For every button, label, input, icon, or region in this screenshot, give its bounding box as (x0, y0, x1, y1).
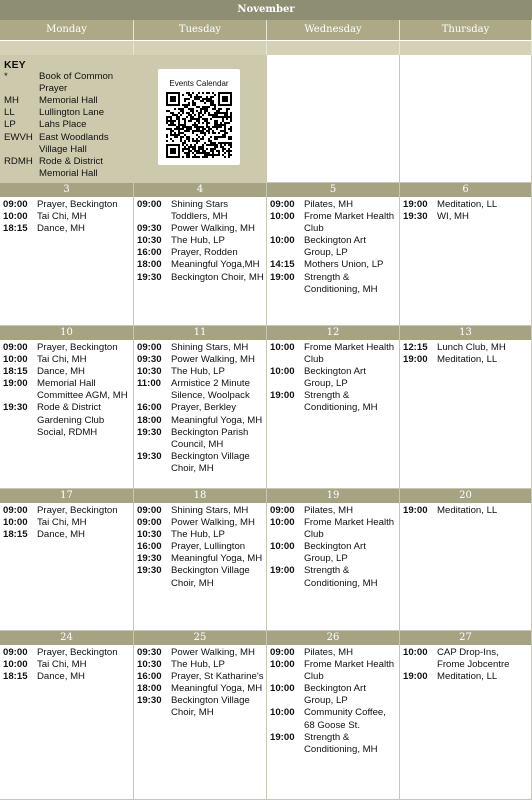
event-name: Prayer, Beckington (37, 647, 118, 658)
event-time: 09:00 (3, 199, 28, 210)
qr-cell (134, 55, 267, 183)
event-item (137, 683, 264, 695)
event-name: Community Coffee, 68 Goose St. (304, 707, 386, 731)
event-time: 19:00 (403, 505, 428, 516)
event-name: Meaningful Yoga, MH (171, 553, 263, 565)
date-number: 11 (134, 326, 266, 340)
event-time: 10:00 (3, 517, 28, 529)
event-name: Strength & Conditioning, MH (304, 390, 378, 414)
event-time: 09:00 (137, 199, 162, 210)
event-item (403, 505, 529, 517)
date-number: 13 (400, 326, 531, 340)
event-list (270, 199, 397, 296)
event-item (137, 505, 264, 517)
event-name: Prayer, Beckington (37, 342, 118, 353)
event-name: Beckington Art Group, LP (304, 366, 366, 390)
event-time: 09:00 (137, 517, 162, 529)
event-time: 19:30 (137, 553, 162, 565)
date-number: 17 (0, 489, 133, 503)
event-name: Beckington Art Group, LP (304, 541, 366, 565)
event-name: Prayer, Berkley (171, 402, 237, 414)
date-number: 3 (0, 183, 133, 197)
day-header-monday: Monday (0, 20, 134, 40)
event-item (137, 541, 264, 553)
event-item (270, 565, 397, 589)
event-list (403, 647, 529, 683)
event-item (270, 211, 397, 235)
event-name: Memorial Hall Committee AGM, MH (37, 378, 128, 402)
day-cell-wednesday (267, 326, 400, 489)
day-cell-wednesday (267, 631, 400, 800)
event-time: 19:00 (403, 354, 428, 366)
event-time: 10:00 (3, 659, 28, 671)
header-spacer (267, 41, 400, 55)
event-name: Beckington Village Choir, MH (171, 450, 250, 474)
event-name: Prayer, Lullington (171, 541, 246, 553)
event-time: 10:00 (270, 235, 295, 247)
event-name: Dance, MH (37, 529, 85, 541)
date-number: 12 (267, 326, 399, 340)
event-name: Meditation, LL (437, 671, 498, 683)
event-item (137, 671, 264, 683)
event-time: 10:00 (3, 211, 28, 223)
event-item (3, 354, 131, 366)
event-time: 10:00 (270, 211, 295, 223)
key-abbr: * (4, 71, 8, 83)
event-item (137, 647, 264, 659)
day-cell-tuesday (134, 183, 267, 326)
empty-cell (400, 55, 532, 183)
event-name: Armistice 2 Minute Silence, Woolpack (171, 378, 250, 402)
event-time: 09:00 (3, 647, 28, 658)
qr-label: Events Calendar (169, 79, 229, 88)
event-item (270, 683, 397, 707)
event-name: The Hub, LP (171, 529, 225, 541)
event-item (137, 402, 264, 414)
event-name: Meaningful Yoga,MH (171, 259, 260, 271)
event-time: 19:30 (137, 426, 162, 438)
event-name: Power Walking, MH (171, 223, 255, 235)
day-cell-monday (0, 183, 134, 326)
event-item (403, 199, 529, 211)
event-time: 18:15 (3, 366, 28, 378)
event-list (403, 505, 529, 517)
event-item (403, 647, 529, 671)
event-list (3, 199, 131, 235)
event-item (137, 427, 264, 451)
event-name: The Hub, LP (171, 659, 225, 671)
event-time: 18:00 (137, 414, 162, 426)
event-item (137, 199, 264, 223)
key-desc: Rode & District Memorial Hall (39, 155, 103, 179)
event-name: Meaningful Yoga, MH (171, 414, 263, 426)
month-title: November (0, 0, 532, 20)
event-item (3, 223, 131, 235)
empty-cell (267, 55, 400, 183)
event-time: 19:00 (270, 731, 295, 743)
date-number: 27 (400, 631, 531, 645)
event-time: 11:00 (137, 378, 162, 390)
event-name: Shining Stars, MH (171, 342, 249, 353)
key-desc: Lahs Place (39, 119, 87, 131)
event-name: Beckington Choir, MH (171, 271, 264, 283)
day-cell-monday (0, 489, 134, 631)
event-name: Beckington Parish Council, MH (171, 426, 249, 450)
day-header-thursday: Thursday (400, 20, 532, 40)
event-time: 10:00 (270, 541, 295, 553)
event-item (270, 235, 397, 259)
event-name: Mothers Union, LP (304, 259, 384, 271)
event-item (3, 366, 131, 378)
event-item (137, 354, 264, 366)
event-name: Beckington Village Choir, MH (171, 565, 250, 589)
event-time: 19:00 (403, 671, 428, 683)
event-time: 18:00 (137, 259, 162, 271)
event-name: CAP Drop-Ins, Frome Jobcentre (437, 647, 510, 671)
event-time: 19:00 (270, 390, 295, 402)
event-item (403, 342, 529, 354)
event-name: Beckington Village Choir, MH (171, 695, 250, 719)
event-name: Meditation, LL (437, 505, 498, 516)
event-time: 16:00 (137, 541, 162, 553)
event-time: 16:00 (137, 247, 162, 259)
event-item (137, 235, 264, 247)
event-item (3, 211, 131, 223)
event-item (137, 342, 264, 354)
day-cell-thursday (400, 631, 532, 800)
event-name: Shining Stars Toddlers, MH (171, 199, 229, 223)
event-item (137, 553, 264, 565)
key-desc: Lullington Lane (39, 107, 105, 119)
event-time: 10:00 (270, 517, 295, 529)
date-number: 19 (267, 489, 399, 503)
event-item (137, 565, 264, 589)
event-name: Lunch Club, MH (437, 342, 506, 353)
event-item (137, 529, 264, 541)
event-time: 09:00 (270, 199, 295, 210)
event-list (3, 647, 131, 683)
key-abbr: EWVH (4, 131, 33, 143)
event-time: 10:00 (270, 707, 295, 719)
qr-code-icon[interactable] (166, 92, 232, 158)
key-desc: Memorial Hall (39, 95, 98, 107)
event-time: 19:00 (270, 271, 295, 283)
event-name: The Hub, LP (171, 366, 225, 378)
event-time: 19:30 (3, 402, 28, 414)
event-item (3, 199, 131, 211)
event-time: 14:15 (270, 259, 295, 271)
event-list (3, 342, 131, 439)
event-item (3, 505, 131, 517)
event-time: 19:00 (3, 378, 28, 390)
event-item (3, 342, 131, 354)
event-time: 09:00 (3, 505, 28, 516)
event-item (403, 354, 529, 366)
date-number: 24 (0, 631, 133, 645)
event-name: Meditation, LL (437, 199, 498, 210)
event-name: Strength & Conditioning, MH (304, 271, 378, 295)
event-item (270, 272, 397, 296)
event-name: Meditation, LL (437, 354, 498, 366)
event-item (3, 378, 131, 402)
event-name: Strength & Conditioning, MH (304, 731, 378, 755)
event-time: 09:30 (137, 223, 162, 235)
event-time: 16:00 (137, 402, 162, 414)
event-list (403, 199, 529, 223)
event-time: 10:00 (270, 342, 295, 353)
event-name: Frome Market Health Club (304, 342, 395, 366)
event-name: Tai Chi, MH (37, 211, 87, 223)
event-item (270, 366, 397, 390)
event-item (137, 659, 264, 671)
event-item (3, 647, 131, 659)
key-desc: Book of Common Prayer (39, 71, 114, 95)
key-legend (4, 59, 129, 180)
event-list (137, 342, 264, 475)
event-time: 10:00 (3, 354, 28, 366)
header-spacer (0, 41, 134, 55)
event-time: 19:30 (403, 211, 428, 223)
event-time: 19:00 (403, 199, 428, 210)
header-spacer (400, 41, 532, 55)
event-time: 19:00 (270, 565, 295, 577)
event-time: 18:15 (3, 529, 28, 541)
event-name: The Hub, LP (171, 235, 225, 247)
event-time: 10:00 (270, 659, 295, 671)
event-item (137, 366, 264, 378)
event-name: Dance, MH (37, 671, 85, 683)
event-name: Frome Market Health Club (304, 517, 395, 541)
event-list (3, 505, 131, 541)
event-name: Pilates, MH (304, 647, 354, 658)
event-name: Power Walking, MH (171, 354, 255, 366)
event-time: 09:00 (270, 647, 295, 658)
event-name: Rode & District Gardening Club Social, RDMH (37, 402, 105, 438)
event-item (137, 247, 264, 259)
event-time: 18:15 (3, 671, 28, 683)
date-number: 5 (267, 183, 399, 197)
event-item (3, 671, 131, 683)
event-time: 10:00 (270, 366, 295, 378)
event-name: Pilates, MH (304, 199, 354, 210)
event-item (270, 647, 397, 659)
event-name: Strength & Conditioning, MH (304, 565, 378, 589)
event-time: 10:00 (403, 647, 428, 658)
key-abbr: RDMH (4, 155, 33, 167)
day-cell-tuesday (134, 631, 267, 800)
event-name: Tai Chi, MH (37, 517, 87, 529)
event-time: 09:30 (137, 647, 162, 658)
event-item (3, 659, 131, 671)
event-time: 19:30 (137, 271, 162, 283)
date-number: 4 (134, 183, 266, 197)
date-number: 10 (0, 326, 133, 340)
event-item (270, 342, 397, 366)
event-item (270, 541, 397, 565)
event-time: 19:30 (137, 450, 162, 462)
event-time: 18:00 (137, 683, 162, 695)
event-name: Prayer, Rodden (171, 247, 238, 259)
event-time: 10:30 (137, 529, 162, 541)
day-cell-monday (0, 631, 134, 800)
event-item (137, 223, 264, 235)
key-cell (0, 55, 134, 183)
date-number: 18 (134, 489, 266, 503)
event-list (137, 505, 264, 590)
event-item (3, 529, 131, 541)
event-item (137, 272, 264, 284)
qr-card[interactable] (158, 69, 240, 165)
key-abbr: LP (4, 119, 16, 131)
event-time: 19:30 (137, 695, 162, 707)
event-list (137, 199, 264, 284)
event-item (137, 451, 264, 475)
event-name: Tai Chi, MH (37, 659, 87, 671)
event-name: Prayer, Beckington (37, 199, 118, 210)
event-item (270, 732, 397, 756)
event-name: Frome Market Health Club (304, 659, 395, 683)
key-abbr: MH (4, 95, 19, 107)
event-item (270, 259, 397, 271)
event-name: Power Walking, MH (171, 517, 255, 529)
event-list (403, 342, 529, 366)
day-header-wednesday: Wednesday (267, 20, 400, 40)
event-item (270, 517, 397, 541)
header-spacer (134, 41, 267, 55)
event-time: 09:00 (3, 342, 28, 353)
event-name: WI, MH (437, 211, 469, 223)
event-name: Meaningful Yoga, MH (171, 683, 263, 695)
event-time: 10:30 (137, 366, 162, 378)
event-list (270, 647, 397, 756)
event-name: Pilates, MH (304, 505, 354, 516)
event-time: 19:30 (137, 565, 162, 577)
event-item (137, 695, 264, 719)
event-name: Beckington Art Group, LP (304, 683, 366, 707)
key-desc: East Woodlands Village Hall (39, 131, 109, 155)
key-heading: KEY (4, 59, 26, 71)
event-time: 09:00 (270, 505, 295, 516)
event-list (137, 647, 264, 720)
event-item (137, 378, 264, 402)
event-item (3, 517, 131, 529)
event-name: Dance, MH (37, 366, 85, 378)
date-number: 6 (400, 183, 531, 197)
day-cell-thursday (400, 183, 532, 326)
event-time: 10:00 (270, 683, 295, 695)
day-cell-thursday (400, 489, 532, 631)
event-time: 09:00 (137, 505, 162, 516)
date-number: 25 (134, 631, 266, 645)
event-time: 18:15 (3, 223, 28, 235)
date-number: 26 (267, 631, 399, 645)
event-time: 16:00 (137, 671, 162, 683)
event-name: Prayer, Beckington (37, 505, 118, 516)
event-item (137, 415, 264, 427)
event-item (270, 505, 397, 517)
event-name: Tai Chi, MH (37, 354, 87, 366)
event-item (270, 390, 397, 414)
event-name: Prayer, St Katharine's (171, 671, 264, 683)
event-item (403, 671, 529, 683)
day-cell-wednesday (267, 183, 400, 326)
event-item (403, 211, 529, 223)
event-time: 12:15 (403, 342, 428, 353)
event-time: 10:30 (137, 235, 162, 247)
day-cell-tuesday (134, 326, 267, 489)
day-cell-wednesday (267, 489, 400, 631)
event-name: Shining Stars, MH (171, 505, 249, 516)
event-list (270, 505, 397, 590)
event-item (137, 517, 264, 529)
event-name: Beckington Art Group, LP (304, 235, 366, 259)
date-number: 20 (400, 489, 531, 503)
event-name: Dance, MH (37, 223, 85, 235)
event-item (137, 259, 264, 271)
day-cell-thursday (400, 326, 532, 489)
event-item (270, 199, 397, 211)
event-time: 09:30 (137, 354, 162, 366)
event-time: 10:30 (137, 659, 162, 671)
event-item (270, 707, 397, 731)
event-name: Frome Market Health Club (304, 211, 395, 235)
key-abbr: LL (4, 107, 15, 119)
event-list (270, 342, 397, 415)
event-item (270, 659, 397, 683)
event-time: 09:00 (137, 342, 162, 353)
day-header-tuesday: Tuesday (134, 20, 267, 40)
day-cell-monday (0, 326, 134, 489)
day-cell-tuesday (134, 489, 267, 631)
event-name: Power Walking, MH (171, 647, 255, 658)
event-item (3, 402, 131, 438)
